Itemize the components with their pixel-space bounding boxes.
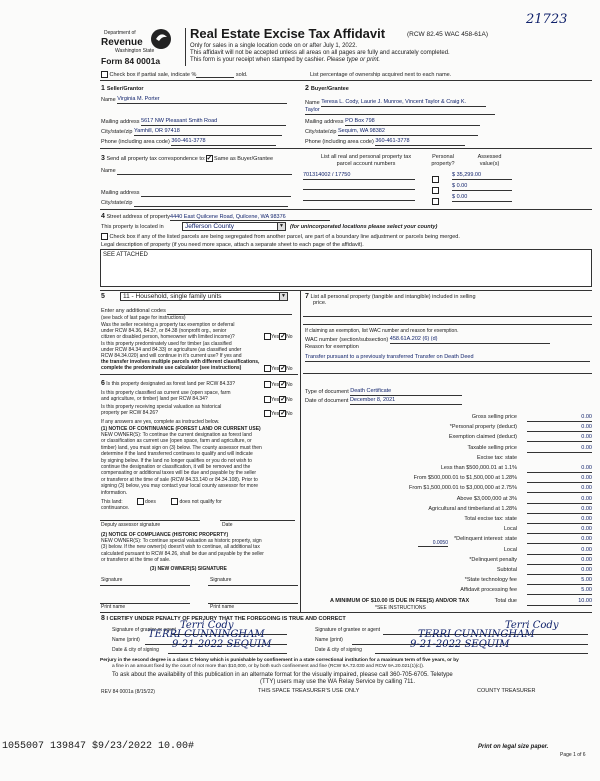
- q-timber-3: RCW 84.34.020) and will continue in it's current use? If yes and: [101, 353, 242, 359]
- grantor-signature-label: Signature of grantor or agent: [112, 627, 176, 633]
- page-number: Page 1 of 6: [560, 752, 586, 758]
- tax-row-value[interactable]: 0.00: [527, 536, 592, 544]
- owner-print-label-1: Print name: [101, 604, 126, 610]
- additional-codes-note: (see back of last page for instructions): [101, 315, 186, 321]
- q-timber-4: the transfer involves multiple parcels with different classifications,: [101, 359, 260, 365]
- partial-sale-label: Check box if partial sale, indicate %: [109, 71, 197, 78]
- tax-row-value[interactable]: 0.00: [527, 485, 592, 493]
- parcel-number-1[interactable]: 701314002 / 17750: [303, 172, 415, 180]
- buyer-city-label: City/state/zip: [305, 129, 337, 135]
- no-label: No: [286, 410, 293, 417]
- section-3-text: Send all property tax correspondence to:: [106, 156, 206, 162]
- tax-row-label: From $500,000.01 to $1,500,000 at 1.28%: [413, 475, 517, 482]
- seller-mail-label: Mailing address: [101, 119, 140, 125]
- list-percentage-note: List percentage of ownership acquired next to each name.: [310, 72, 452, 78]
- tax-row-value[interactable]: 0.00: [527, 465, 592, 473]
- correspondence-mail-label: Mailing address: [101, 190, 140, 196]
- notice-1-line: compensating or additional taxes will be due and payable by the seller: [101, 470, 257, 477]
- q-timber-5: complete the predominate use calculator (see instructions): [101, 365, 242, 371]
- parcel-col1b: parcel account numbers: [336, 161, 396, 167]
- owner-signature-label-1: Signature: [101, 577, 123, 583]
- grantor-name-label: Name (print): [112, 637, 140, 643]
- assessed-value-3[interactable]: $ 0.00: [452, 194, 512, 202]
- deputy-signature-label: Deputy assessor signature: [101, 522, 161, 528]
- q-timber-1: Is this property predominately used for timber (as classified: [101, 341, 232, 347]
- grantee-date-label: Date & city of signing: [315, 647, 362, 653]
- grantee-signature[interactable]: Terri Cody: [505, 620, 559, 631]
- notice-1-line: or transferor at the time of sale (RCW 84.33.140 or 84.34.108). Prior to: [101, 476, 258, 483]
- section-3-number: 3: [101, 155, 105, 162]
- tax-row-value[interactable]: 0.00: [527, 414, 592, 422]
- tax-row-value[interactable]: 0.00: [527, 516, 592, 524]
- current-use-yes-checkbox[interactable]: [264, 396, 271, 403]
- exemption-no-checkbox[interactable]: ✓: [280, 333, 287, 340]
- seller-mail-field[interactable]: 5617 NW Pleasant Smith Road: [141, 118, 286, 126]
- does-label: does: [144, 498, 156, 505]
- yes-label: Yes: [271, 365, 280, 372]
- correspondence-city-label: City/state/zip: [101, 200, 133, 206]
- grantee-date-city[interactable]: 9-21-2022 SEQUIM: [410, 639, 510, 650]
- q-historic-1: Is this property receiving special valuation as historical: [101, 404, 222, 410]
- partial-sale-checkbox[interactable]: [101, 71, 108, 78]
- same-as-buyer-checkbox[interactable]: ✓: [206, 155, 213, 163]
- tax-row-label: Local: [503, 526, 517, 533]
- notice-2-body: [101, 538, 264, 564]
- legal-description-label: Legal description of property (if you need more space, attach a separate sheet to each page of the affidavit).: [101, 242, 364, 248]
- q-current-use-2: and agriculture, or timber) land per RCW 84.34?: [101, 396, 208, 402]
- notice-1-line: by signing below. If the land no longer qualifies or you do not wish to: [101, 457, 252, 464]
- county-select[interactable]: Jefferson County ▼: [182, 222, 286, 231]
- chevron-down-icon: ▼: [277, 223, 285, 230]
- tax-row-value[interactable]: 0.00: [527, 424, 592, 432]
- parcel-col1: List all real and personal property tax: [320, 154, 412, 160]
- reason-label: Reason for exemption: [305, 344, 359, 350]
- historic-no-checkbox[interactable]: ✓: [280, 410, 287, 417]
- tax-row-label: Gross selling price: [471, 414, 517, 420]
- parcel-number-3[interactable]: [303, 194, 415, 201]
- continuance-label: continuance.: [101, 505, 130, 511]
- treasurer-use: THIS SPACE TREASURER'S USE ONLY: [258, 688, 360, 694]
- legal-description-field[interactable]: [100, 249, 592, 287]
- tax-row-label: *Delinquent interest: state: [454, 536, 517, 543]
- boundary-text: Check box if any of the listed parcels are being segregated from another parcel, are part of a boundary line adjustment or parcels being merged.: [109, 233, 460, 240]
- revision-label: REV 84 0001a (8/15/22): [101, 689, 155, 695]
- historic-yes-checkbox[interactable]: [264, 410, 271, 417]
- grantor-name-print[interactable]: TERRI CUNNINGHAM: [148, 629, 265, 640]
- notice-1-body: [101, 432, 262, 496]
- seller-name-label: Name: [101, 97, 116, 103]
- section-1-number: 1: [101, 85, 105, 92]
- tax-row-value[interactable]: 10.00: [527, 598, 592, 606]
- owner-print-label-2: Print name: [210, 604, 235, 610]
- tax-row-label: Above $3,000,000 at 3%: [456, 495, 517, 502]
- personal-property-text-2: price.: [313, 300, 327, 306]
- tax-row-value[interactable]: 5.00: [527, 587, 592, 595]
- tax-row-value[interactable]: 0.00: [527, 526, 592, 534]
- tax-row-label: Subtotal: [496, 567, 517, 573]
- instructions-note: If any answers are yes, complete as instructed below.: [101, 419, 220, 425]
- no-label: No: [286, 365, 293, 372]
- notice-1-title: (1) NOTICE OF CONTINUANCE (FOREST LAND OR CURRENT USE): [101, 426, 261, 432]
- parcel-col2: Personal: [432, 154, 454, 160]
- header-note-3b: Please type or print.: [326, 57, 381, 63]
- tax-row-value[interactable]: 5.00: [527, 577, 592, 585]
- current-use-no-checkbox[interactable]: ✓: [280, 396, 287, 403]
- this-land-label: This land:: [101, 498, 123, 505]
- personal-property-text: List all personal property (tangible and intangible) included in selling: [310, 294, 476, 300]
- doc-date-field[interactable]: December 8, 2021: [350, 397, 462, 405]
- q-timber-2: under RCW 84.34 and 84.33) or agriculture (as classified under: [101, 347, 242, 353]
- assessed-value-2[interactable]: $ 0.00: [452, 183, 512, 191]
- yes-label: Yes: [271, 333, 280, 340]
- county-label: This property is located in: [101, 224, 164, 230]
- chevron-down-icon: ▼: [279, 293, 287, 300]
- correspondence-name-label: Name: [101, 168, 116, 174]
- grantee-name-print[interactable]: TERRI CUNNINGHAM: [418, 629, 535, 640]
- buyer-mail-field[interactable]: PO Box 798: [345, 118, 480, 126]
- see-instructions: *SEE INSTRUCTIONS: [375, 605, 426, 611]
- street-address-label: Street address of property: [106, 214, 171, 220]
- form-statute: (RCW 82.45 WAC 458-61A): [407, 31, 489, 38]
- tax-row-label: *Delinquent penalty: [469, 556, 517, 563]
- doc-type-label: Type of document: [305, 389, 349, 395]
- legal-description-value: SEE ATTACHED: [103, 252, 148, 258]
- partial-sale-pct-field[interactable]: [196, 77, 234, 78]
- doc-date-label: Date of document: [305, 398, 349, 404]
- buyer-name-line2[interactable]: Taylor: [305, 107, 495, 115]
- seller-heading: Seller/Grantor: [106, 86, 144, 92]
- wac-label: WAC number (section/subsection): [305, 337, 389, 343]
- notice-2-title: (2) NOTICE OF COMPLIANCE (HISTORIC PROPERTY): [101, 532, 229, 538]
- header-note-1: Only for sales in a single location code on or after July 1, 2022.: [190, 43, 358, 49]
- correspondence-name-field[interactable]: [117, 174, 292, 175]
- section-7-number: 7: [305, 293, 309, 300]
- grantor-date-city[interactable]: 9-21-2022 SEQUIM: [172, 639, 272, 650]
- county-note: (for unincorporated locations please select your county): [290, 224, 438, 230]
- new-owner-signature-title: (3) NEW OWNER(S) SIGNATURE: [150, 566, 227, 572]
- does-not-checkbox[interactable]: [171, 498, 178, 505]
- notice-1-line: NEW OWNER(S): To continue the current designation as forest land: [101, 432, 252, 438]
- forest-no-checkbox[interactable]: ✓: [280, 381, 287, 388]
- notice-1-line: timber) land, you must sign on (3) below. The county assessor must then: [101, 444, 262, 451]
- no-label: No: [286, 381, 293, 388]
- legal-paper-note: Print on legal size paper.: [478, 744, 549, 750]
- timber-yes-checkbox[interactable]: [264, 365, 271, 372]
- no-label: No: [286, 396, 293, 403]
- form-number: Form 84 0001a: [101, 56, 161, 66]
- does-not-label: does not qualify for: [179, 498, 222, 505]
- notice-1-line: determine if the land transferred continues to qualify and will indicate: [101, 451, 253, 458]
- timber-no-checkbox[interactable]: ✓: [280, 365, 287, 372]
- grantee-signature-label: Signature of grantee or agent: [315, 627, 381, 633]
- tax-row-label: Total due: [494, 597, 517, 604]
- no-label: No: [286, 333, 293, 340]
- seller-name-field[interactable]: Virginia M. Porter: [117, 96, 287, 104]
- tax-row-label: Total excise tax: state: [464, 516, 517, 522]
- section-6-number: 6: [101, 380, 105, 387]
- notice-1-line: continue the designation or classification, it will be removed and the: [101, 464, 251, 471]
- section-5-number: 5: [101, 293, 105, 300]
- tax-row-value[interactable]: 0.00: [527, 547, 592, 555]
- tax-row-label: Local: [503, 546, 517, 553]
- certify-text: I CERTIFY UNDER PENALTY OF PERJURY THAT THE FOREGOING IS TRUE AND CORRECT: [106, 616, 346, 622]
- wac-field[interactable]: 458.61A.202 (6) (d): [390, 336, 550, 344]
- notice-2-line: calculated pursuant to RCW 84.26, shall be due and payable by the seller: [101, 550, 264, 557]
- tax-row-label: From $1,500,000.01 to $3,000,000 at 2.75%: [409, 485, 517, 492]
- seller-phone-label: Phone (including area code): [101, 139, 170, 145]
- additional-codes-field[interactable]: [167, 314, 292, 315]
- exemption-yes-checkbox[interactable]: [264, 333, 271, 340]
- q-historic-2: property per RCW 84.26?: [101, 410, 158, 416]
- notice-2-line: (3) below. If the new owner(s) doesn't wish to continue, all additional tax: [101, 544, 260, 551]
- accessibility-note: To ask about the availability of this publication in an alternate format for the visually impaired, please call 360-705-6705. Teletype: [112, 672, 453, 678]
- dept-line1: Department of: [104, 30, 136, 36]
- tax-row-value[interactable]: 0.00: [527, 475, 592, 483]
- handwritten-document-number: 21723: [526, 12, 568, 27]
- tax-row-label: Excise tax: state: [476, 454, 517, 461]
- buyer-mail-label: Mailing address: [305, 119, 344, 125]
- seller-phone-field[interactable]: 360-461-3778: [171, 138, 276, 146]
- same-as-buyer-label: Same as Buyer/Grantee: [214, 156, 274, 162]
- parcel-col3: Assessed: [477, 154, 502, 160]
- reason-field[interactable]: Transfer pursuant to a previously transferred Transfer on Death Deed: [305, 354, 590, 362]
- partial-sale-unit: sold.: [235, 71, 248, 78]
- tax-row-value[interactable]: 0.00: [527, 445, 592, 453]
- county-treasurer: COUNTY TREASURER: [477, 688, 536, 694]
- tax-row-value[interactable]: 0.00: [527, 506, 592, 514]
- q-forest: Is this property designated as forest land per RCW 84.33?: [106, 381, 235, 387]
- correspondence-city-field[interactable]: [134, 206, 288, 207]
- notice-1-line: information.: [101, 489, 128, 496]
- street-address-field[interactable]: 4440 East Quilcene Road, Quilcene, WA 98376: [170, 214, 330, 222]
- assessed-value-1[interactable]: $ 35,299.00: [452, 172, 512, 180]
- grantor-date-label: Date & city of signing: [112, 647, 159, 653]
- tax-row-label: Taxable selling price: [467, 444, 517, 451]
- notice-1-line: or classification as current use (open space, farm and agriculture, or: [101, 438, 252, 445]
- land-use-select[interactable]: 11 - Household, single family units ▼: [120, 292, 288, 301]
- cashier-stamp: 1055007 139847 $9/23/2022 10.00#: [2, 741, 195, 752]
- perjury-notice: Perjury in the second degree is a class C felony which is punishable by confinement in a state correctional institution for a maximum term of five years, or by: [100, 658, 459, 663]
- exemption-note: If claiming an exemption, list WAC number and reason for exemption.: [305, 328, 459, 334]
- tax-row-label: Less than $500,000.01 at 1.1%: [440, 465, 517, 471]
- buyer-name-field[interactable]: Teresa L. Cody, Laurie J. Munroe, Vincent Taylor & Craig K.: [321, 99, 486, 107]
- accessibility-note-2: (TTY) users may use the WA Relay Service by calling 711.: [260, 679, 416, 685]
- q-exemption-3: citizen or disabled person, homeowner with limited income)?: [101, 334, 235, 340]
- grantee-name-label: Name (print): [315, 637, 343, 643]
- perjury-notice-2: a fine in an amount fixed by the court of not more than $10,000, or by both such confinement and fine (RCW 9A.72.030 and RCW 9A.20.021(1)(c)).: [112, 664, 425, 669]
- owner-signature-label-2: Signature: [210, 577, 232, 583]
- tax-row-label: *State technology fee: [464, 577, 517, 584]
- header-note-3: This form is your receipt when stamped by cashier.: [190, 57, 326, 63]
- local-rate-field[interactable]: 0.0050: [418, 540, 448, 547]
- notice-1-line: signing (3) below, you may contact your local county assessor for more: [101, 483, 259, 490]
- tax-row-value[interactable]: 0.00: [527, 496, 592, 504]
- yes-label: Yes: [271, 381, 280, 388]
- q-exemption-2: under RCW 84.36, 84.37, or 84.38 (nonprofit org., senior: [101, 328, 227, 334]
- dor-logo-icon: [150, 27, 172, 51]
- parcel-col3b: value(s): [479, 161, 500, 167]
- buyer-phone-label: Phone (including area code): [305, 139, 374, 145]
- yes-label: Yes: [271, 410, 280, 417]
- tax-row-value[interactable]: 0.00: [527, 434, 592, 442]
- tax-row-label: Exemption claimed (deduct): [448, 434, 517, 441]
- yes-label: Yes: [271, 396, 280, 403]
- boundary-checkbox[interactable]: [101, 233, 108, 240]
- dept-line3: Washington State: [115, 48, 155, 54]
- tax-row-label: Agricultural and timberland at 1.28%: [428, 505, 517, 512]
- notice-2-line: NEW OWNER(S): To continue special valuation as historic property, sign: [101, 538, 262, 544]
- deputy-date-label: Date: [222, 522, 233, 528]
- header-note-2: This affidavit will not be accepted unless all areas on all pages are fully and accurately completed.: [190, 50, 450, 56]
- dept-line2: Revenue: [101, 37, 143, 48]
- tax-row-value[interactable]: 0.00: [527, 567, 592, 575]
- tax-row-value[interactable]: 0.00: [527, 557, 592, 565]
- correspondence-mail-field[interactable]: [141, 196, 291, 197]
- does-checkbox[interactable]: [137, 498, 144, 505]
- forest-yes-checkbox[interactable]: [264, 381, 271, 388]
- buyer-city-field[interactable]: Sequim, WA 98382: [338, 128, 478, 136]
- q-exemption-1: Was the seller receiving a property tax exemption or deferral: [101, 322, 235, 328]
- personal-property-checkbox-3[interactable]: [432, 198, 439, 205]
- tax-row-label: Affidavit processing fee: [460, 587, 517, 594]
- grantor-signature[interactable]: Terri Cody: [180, 620, 234, 631]
- tax-row-label: *Personal property (deduct): [449, 424, 517, 431]
- seller-city-field[interactable]: Yamhill, OR 97418: [134, 128, 282, 136]
- notice-2-line: or transferor at the time of sale.: [101, 557, 171, 564]
- seller-city-label: City/state/zip: [101, 129, 133, 135]
- buyer-name-label: Name: [305, 100, 320, 106]
- buyer-phone-field[interactable]: 360-461-3778: [375, 138, 465, 146]
- buyer-heading: Buyer/Grantee: [310, 86, 349, 92]
- section-2-number: 2: [305, 85, 309, 92]
- q-current-use-1: Is this property classified as current use (open space, farm: [101, 390, 231, 396]
- parcel-col2b: property?: [431, 161, 455, 167]
- section-4-number: 4: [101, 213, 105, 220]
- parcel-number-2[interactable]: [303, 183, 415, 190]
- section-8-number: 8: [101, 615, 105, 622]
- form-title: Real Estate Excise Tax Affidavit: [190, 26, 386, 41]
- minimum-note: A MINIMUM OF $10.00 IS DUE IN FEE(S) AND/OR TAX: [330, 598, 470, 604]
- doc-type-field[interactable]: Death Certificate: [350, 388, 462, 396]
- additional-codes-label: Enter any additional codes: [101, 308, 166, 314]
